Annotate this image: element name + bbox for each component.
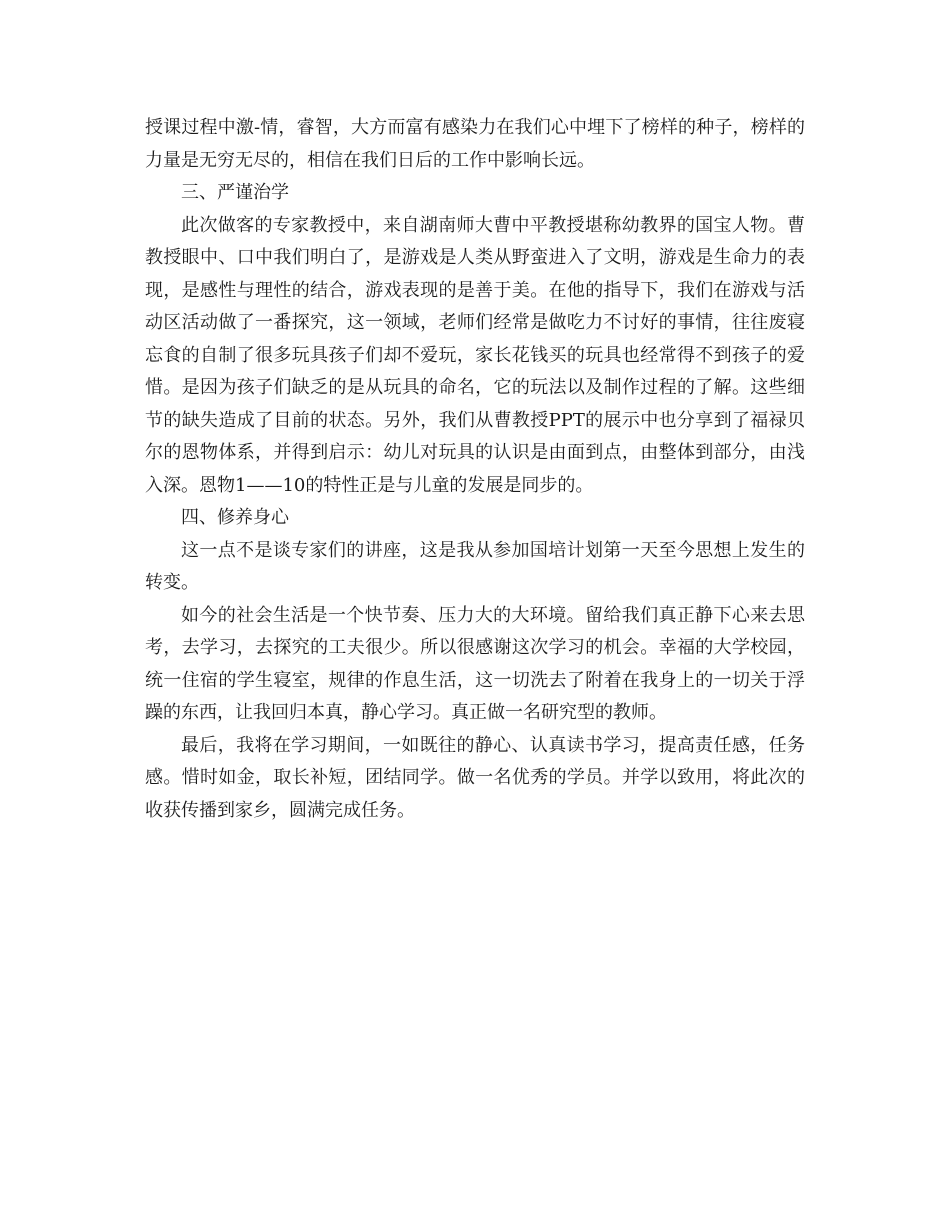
paragraph-rigorous-scholarship: 此次做客的专家教授中，来自湖南师大曹中平教授堪称幼教界的国宝人物。曹教授眼中、口中我们明白了，是游戏是人类从野蛮进入了文明，游戏是生命力的表现，是感性与理性的结合，游戏表现的是善于美。在他的指导下，我们在游戏与活动区活动做了一番探究，这一领域，老师们经常是做吃力不讨好的事情，往往废寝忘食的自制了很多玩具孩子们却不爱玩，家长花钱买的玩具也经常得不到孩子的爱惜。是因为孩子们缺乏的是从玩具的命名，它的玩法以及制作过程的了解。这些细节的缺失造成了目前的状态。另外，我们从曹教授PPT的展示中也分享到了福禄贝尔的恩物体系，并得到启示：幼儿对玩具的认识是由面到点，由整体到部分，由浅入深。恩物1——10的特性正是与儿童的发展是同步的。 (145, 214, 805, 496)
paragraph-continuation: 授课过程中激-情，睿智，大方而富有感染力在我们心中埋下了榜样的种子，榜样的力量是无穷无尽的，相信在我们日后的工作中影响长远。 (145, 117, 805, 171)
paragraph-mindset-change: 这一点不是谈专家们的讲座，这是我从参加国培计划第一天至今思想上发生的转变。 (145, 539, 805, 593)
paragraph-modern-life: 如今的社会生活是一个快节奏、压力大的大环境。留给我们真正静下心来去思考，去学习，去探究的工夫很少。所以很感谢这次学习的机会。幸福的大学校园，统一住宿的学生寝室，规律的作息生活，这一切洗去了附着在我身上的一切关于浮躁的东西，让我回归本真，静心学习。真正做一名研究型的教师。 (145, 604, 805, 723)
section-heading-4: 四、修养身心 (181, 507, 289, 528)
section-heading-3: 三、严谨治学 (181, 182, 289, 203)
document-body (145, 112, 805, 827)
paragraph-conclusion: 最后，我将在学习期间，一如既往的静心、认真读书学习，提高责任感，任务感。惜时如金，取长补短，团结同学。做一名优秀的学员。并学以致用，将此次的收获传播到家乡，圆满完成任务。 (145, 734, 805, 821)
